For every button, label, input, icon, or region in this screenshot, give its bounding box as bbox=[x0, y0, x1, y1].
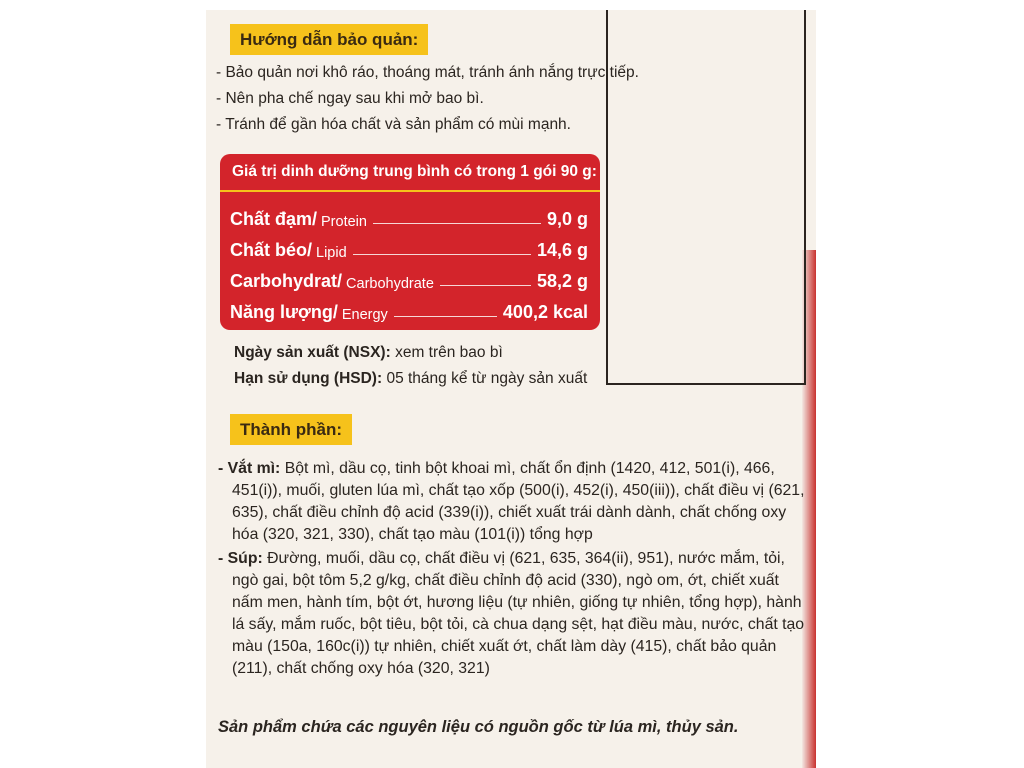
noodle-ingredients bbox=[218, 458, 808, 546]
manufacture-date bbox=[234, 344, 503, 362]
storage-heading: Hướng dẫn bảo quản: bbox=[230, 24, 428, 55]
soup-ingredients bbox=[218, 548, 808, 680]
nutrition-title: Giá trị dinh dưỡng trung bình có trong 1 gói 90 g: bbox=[232, 163, 597, 180]
manufacture-date-value: xem trên bao bì bbox=[390, 344, 503, 361]
nutrient-value: 58,2 g bbox=[536, 271, 588, 291]
nutrition-row bbox=[230, 262, 588, 292]
leader-line bbox=[394, 316, 497, 317]
nutrient-name: Năng lượng/ bbox=[230, 302, 338, 322]
nutrition-panel bbox=[220, 154, 600, 330]
storage-line-3: - Tránh để gần hóa chất và sản phẩm có mùi mạnh. bbox=[216, 116, 571, 133]
nutrition-row bbox=[230, 200, 588, 230]
nutrition-row bbox=[230, 231, 588, 261]
nutrient-name-en: Energy bbox=[341, 307, 388, 323]
expiry-date-label: Hạn sử dụng (HSD): bbox=[234, 370, 383, 387]
nutrient-name: Chất béo/ bbox=[230, 240, 313, 260]
nutrition-divider bbox=[220, 190, 600, 192]
nutrient-value: 14,6 g bbox=[536, 240, 588, 260]
nutrition-row bbox=[230, 293, 588, 323]
storage-line-2: - Nên pha chế ngay sau khi mở bao bì. bbox=[216, 90, 484, 107]
nutrient-name: Carbohydrat/ bbox=[230, 271, 343, 291]
nutrient-name-en: Protein bbox=[321, 214, 367, 230]
ingredients-list bbox=[218, 458, 808, 680]
ingredients-heading: Thành phần: bbox=[230, 414, 352, 445]
leader-line bbox=[353, 254, 531, 255]
nutrient-value: 9,0 g bbox=[546, 209, 588, 229]
soup-label: - Súp: bbox=[218, 550, 263, 567]
nutrient-name-en: Carbohydrate bbox=[346, 276, 434, 292]
noodle-label: - Vắt mì: bbox=[218, 460, 281, 477]
allergen-statement: Sản phẩm chứa các nguyên liệu có nguồn gốc từ lúa mì, thủy sản. bbox=[218, 718, 739, 736]
noodle-text: Bột mì, dầu cọ, tinh bột khoai mì, chất ổn định (1420, 412, 501(i), 466, 451(i)), muối, gluten lúa mì, chất tạo xốp (500(i), 452(i), 450(iii)), chất điều vị (621, 635), chất điều chỉnh độ acid (339(i)), chiết xuất trái dành dành, chất chống oxy hóa (320, 321, 330), chất tạo màu (101(i)) tổng hợp bbox=[232, 460, 805, 543]
leader-line bbox=[440, 285, 531, 286]
nutrient-name-en: Lipid bbox=[316, 245, 347, 261]
package-label bbox=[206, 10, 816, 768]
nutrient-name: Chất đạm/ bbox=[230, 209, 318, 229]
soup-text: Đường, muối, dầu cọ, chất điều vị (621, 635, 364(ii), 951), nước mắm, tỏi, ngò gai, bột tôm 5,2 g/kg, chất điều chỉnh độ acid (330), ngò om, ớt, chiết xuất nấm men, hành tím, bột ớt, hương liệu (tự nhiên, giống tự nhiên, tổng hợp), hành lá sấy, mắm ruốc, bột tiêu, bột tỏi, cà chua dạng sệt, hạt điều màu, nước, chất tạo màu (150a, 160c(i)) tự nhiên, chiết xuất ớt, chất làm dày (415), chất bảo quản (211), chất chống oxy hóa (320, 321) bbox=[232, 550, 805, 677]
storage-line-1: - Bảo quản nơi khô ráo, thoáng mát, tránh ánh nắng trực tiếp. bbox=[216, 64, 639, 81]
expiry-date-value: 05 tháng kể từ ngày sản xuất bbox=[382, 370, 588, 387]
manufacture-date-label: Ngày sản xuất (NSX): bbox=[234, 344, 391, 361]
leader-line bbox=[373, 223, 541, 224]
expiry-date bbox=[234, 370, 587, 388]
nutrient-value: 400,2 kcal bbox=[502, 302, 588, 322]
